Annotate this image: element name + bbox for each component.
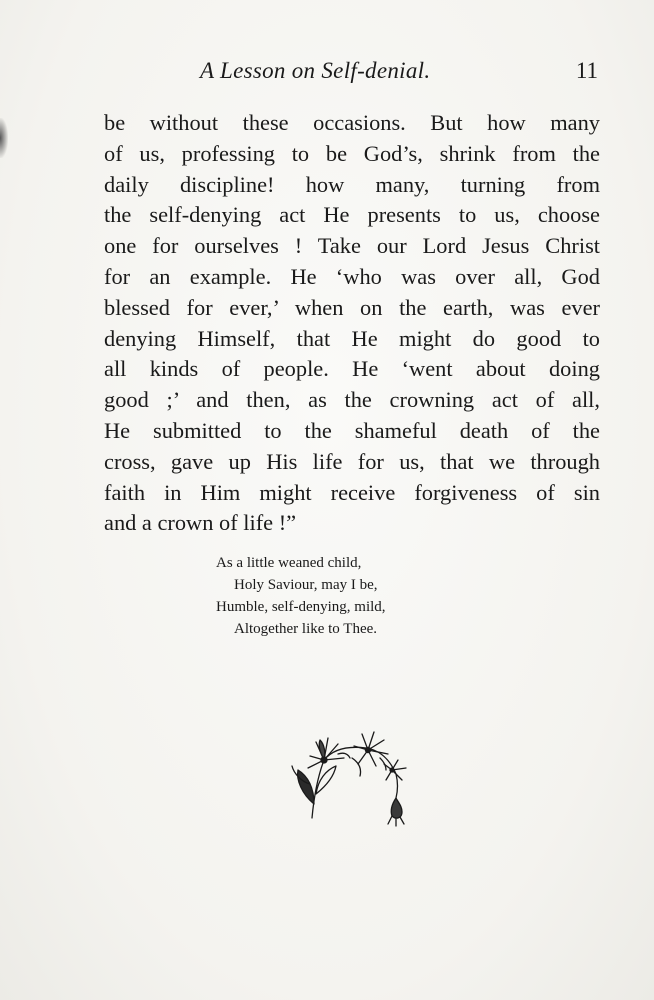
- verse-line: Altogether like to Thee.: [234, 621, 378, 637]
- verse-line: As a little weaned child,: [216, 555, 362, 571]
- verse-line: Holy Saviour, may I be,: [234, 577, 378, 593]
- text-line: He submitted to the shameful death of the: [104, 417, 600, 443]
- text-line: be without these occasions. But how many: [104, 110, 600, 135]
- text-line: blessed for ever,’ when on the earth, was ever: [104, 294, 600, 320]
- text-line: good ;’ and then, as the crowning act of all,: [104, 387, 600, 413]
- text-line: one for ourselves ! Take our Lord Jesus Christ: [104, 233, 600, 259]
- text-line: all kinds of people. He ‘went about doing: [104, 356, 600, 382]
- text-line: the self-denying act He presents to us, choose: [104, 202, 600, 228]
- flower-sprig-icon: [288, 724, 420, 828]
- text-line: denying Himself, that He might do good to: [104, 325, 600, 351]
- verse-stanza: [216, 552, 516, 640]
- text-line: faith in Him might receive forgiveness of sin: [104, 479, 600, 505]
- verse-line: Humble, self-denying, mild,: [216, 599, 386, 615]
- binding-shadow: [0, 118, 8, 158]
- body-paragraph: [104, 108, 600, 539]
- text-line: daily discipline! how many, turning from: [104, 171, 600, 197]
- running-title: A Lesson on Self-denial.: [200, 58, 431, 83]
- page-number: 11: [575, 58, 598, 83]
- text-line: for an example. He ‘who was over all, God: [104, 263, 600, 289]
- running-head: [104, 58, 600, 92]
- text-line: of us, professing to be God’s, shrink from the: [104, 140, 600, 166]
- text-line: cross, gave up His life for us, that we through: [104, 448, 600, 474]
- text-line: and a crown of life !”: [104, 510, 297, 536]
